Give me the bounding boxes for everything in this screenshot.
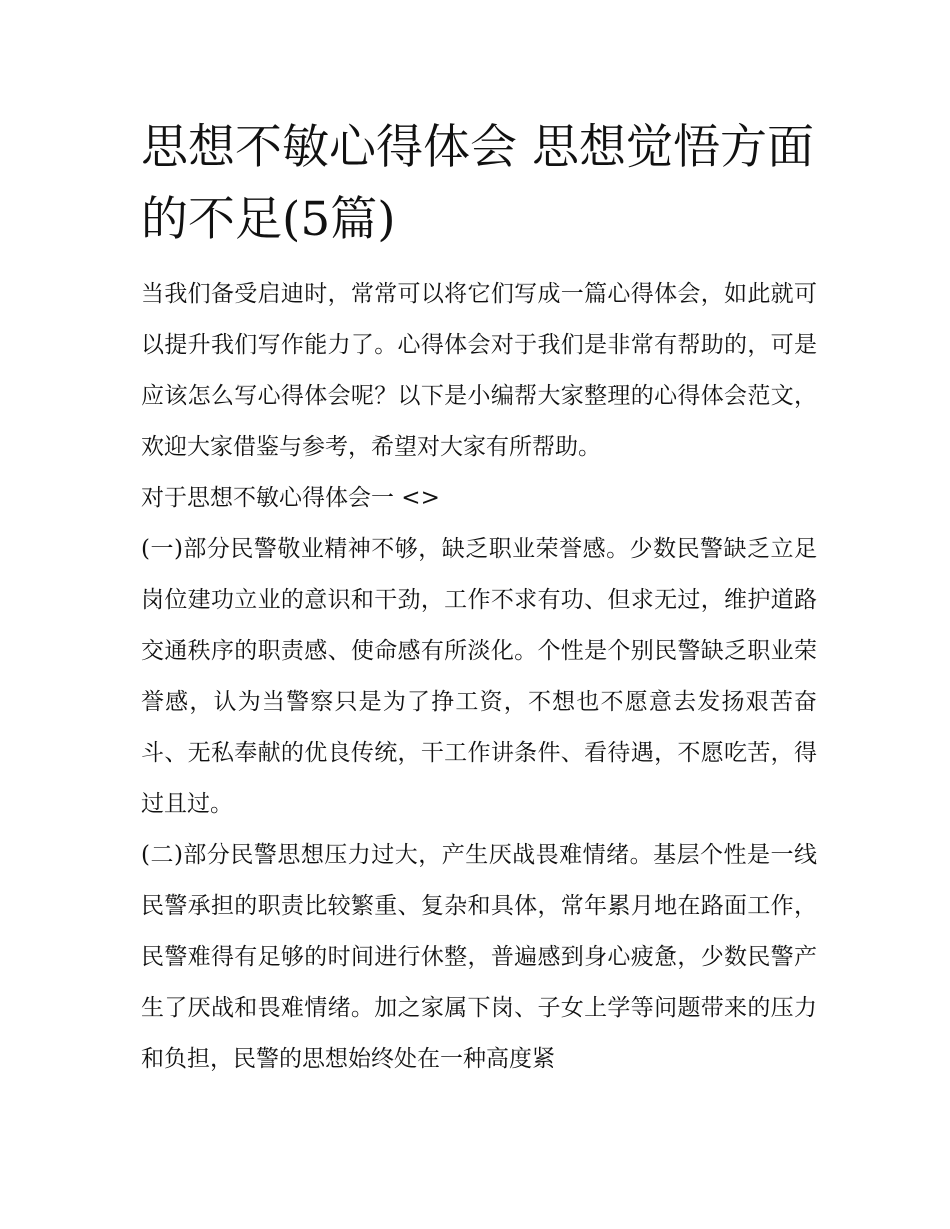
paragraph-list [141, 269, 817, 1085]
paragraph-point-one: (一)部分民警敬业精神不够，缺乏职业荣誉感。少数民警缺乏立足岗位建功立业的意识和干劲，工作不求有功、但求无过，维护道路交通秩序的职责感、使命感有所淡化。个性是个别民警缺乏职业荣誉感，认为当警察只是为了挣工资，不想也不愿意去发扬艰苦奋斗、无私奉献的优良传统，干工作讲条件、看待遇，不愿吃苦，得过且过。 [141, 536, 817, 817]
paragraph-section-heading: 对于思想不敏心得体会一 <> [141, 485, 440, 511]
document-title: 思想不敏心得体会 思想觉悟方面的不足(5篇) [141, 120, 814, 247]
paragraph-point-two: (二)部分民警思想压力过大，产生厌战畏难情绪。基层个性是一线民警承担的职责比较繁重、复杂和具体，常年累月地在路面工作，民警难得有足够的时间进行休整，普遍感到身心疲惫，少数民警产生了厌战和畏难情绪。加之家属下岗、子女上学等问题带来的压力和负担，民警的思想始终处在一种高度紧 [141, 842, 817, 1072]
document-body [141, 112, 817, 1085]
paragraph-intro: 当我们备受启迪时，常常可以将它们写成一篇心得体会，如此就可以提升我们写作能力了。心得体会对于我们是非常有帮助的，可是应该怎么写心得体会呢？以下是小编帮大家整理的心得体会范文，欢迎大家借鉴与参考，希望对大家有所帮助。 [141, 281, 817, 460]
